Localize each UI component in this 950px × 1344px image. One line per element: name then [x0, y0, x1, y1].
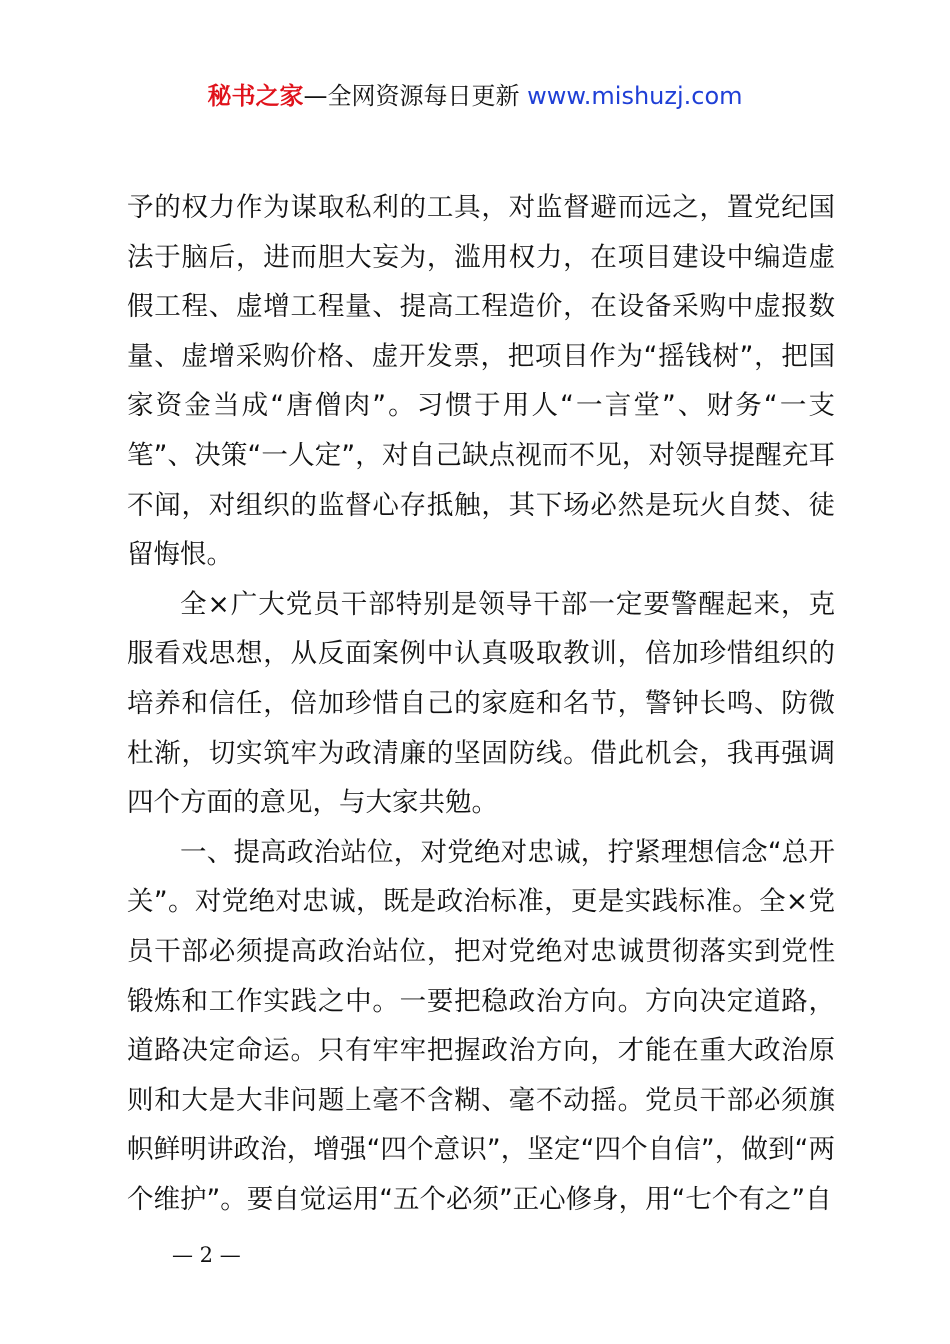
page-number: — 2 —: [172, 1243, 241, 1267]
document-header: [0, 80, 950, 112]
paragraph-continuation: 予的权力作为谋取私利的工具，对监督避而远之，置党纪国法于脑后，进而胆大妄为，滥用权力，在项目建设中编造虚假工程、虚增工程量、提高工程造价，在设备采购中虚报数量、虚增采购价格、虚开发票，把项目作为“摇钱树”，把国家资金当成“唐僧肉”。习惯于用人“一言堂”、财务“一支笔”、决策“一人定”，对自己缺点视而不见，对领导提醒充耳不闻，对组织的监督心存抵触，其下场必然是玩火自焚、徒留悔恨。: [127, 192, 835, 571]
paragraph-warning: 全×广大党员干部特别是领导干部一定要警醒起来，克服看戏思想，从反面案例中认真吸取教训，倍加珍惜组织的培养和信任，倍加珍惜自己的家庭和名节，警钟长鸣、防微杜渐，切实筑牢为政清廉的坚固防线。借此机会，我再强调四个方面的意见，与大家共勉。: [127, 588, 835, 819]
paragraph-section-one: 一、提高政治站位，对党绝对忠诚，拧紧理想信念“总开关”。对党绝对忠诚，既是政治标准，更是实践标准。全×党员干部必须提高政治站位，把对党绝对忠诚贯彻落实到党性锻炼和工作实践之中。一要把稳政治方向。方向决定道路，道路决定命运。只有牢牢把握政治方向，才能在重大政治原则和大是大非问题上毫不含糊、毫不动摇。党员干部必须旗帜鲜明讲政治，增强“四个意识”，坚定“四个自信”，做到“两个维护”。要自觉运用“五个必须”正心修身，用“七个有之”自: [127, 836, 835, 1215]
document-body: [127, 183, 835, 1224]
header-tagline: —全网资源每日更新: [303, 82, 528, 110]
brand-name: 秘书之家: [207, 82, 304, 110]
site-url-link[interactable]: www.mishuzj.com: [527, 82, 743, 110]
